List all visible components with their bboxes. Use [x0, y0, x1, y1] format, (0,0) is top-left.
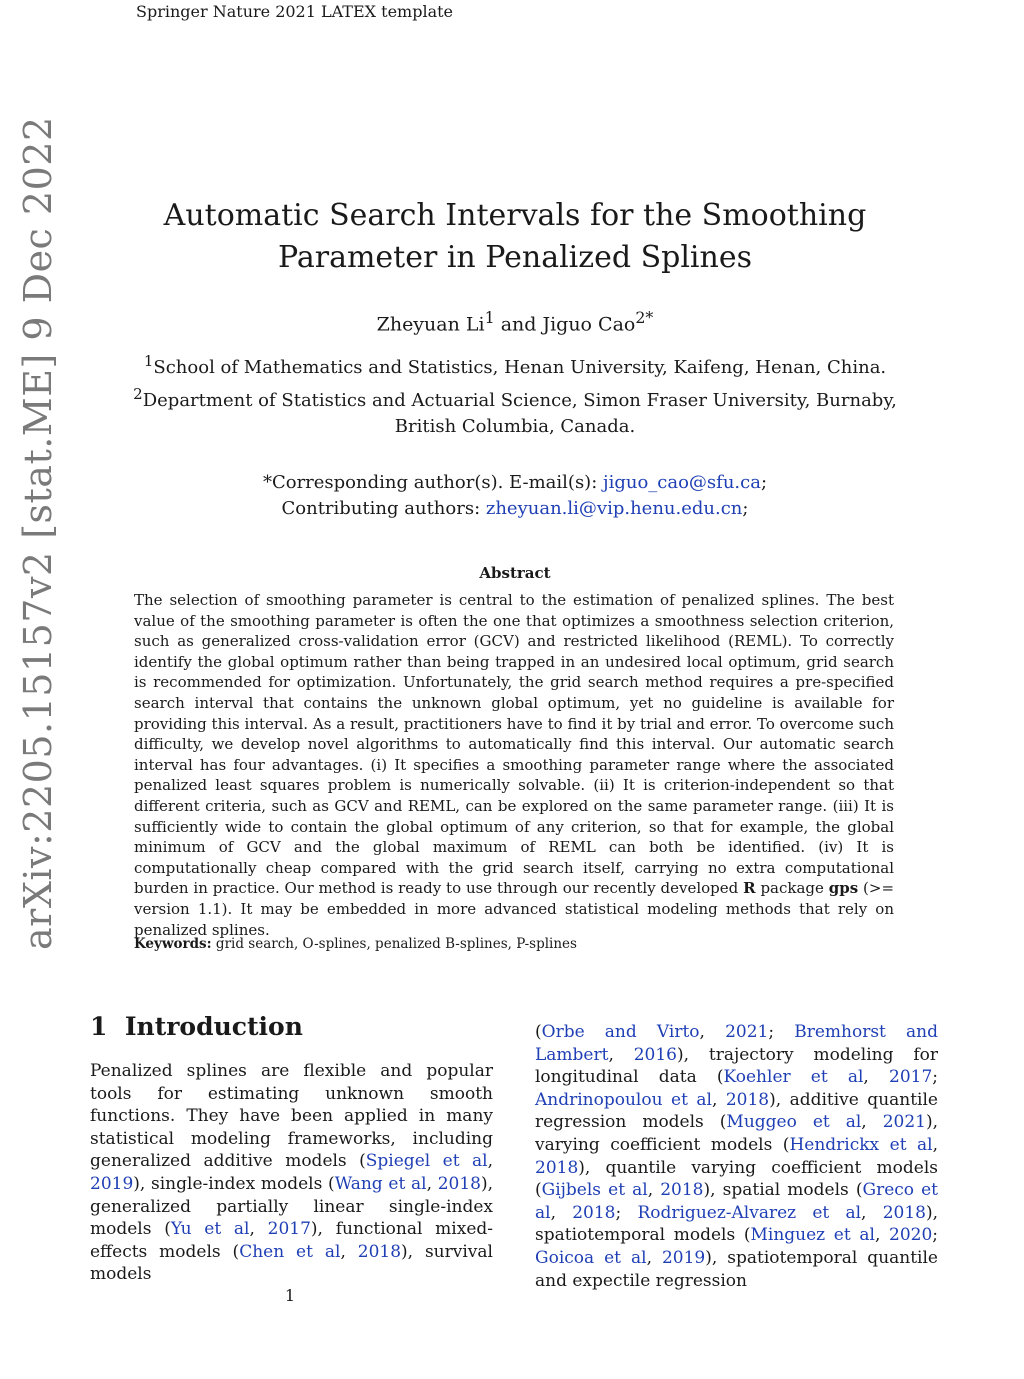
citation-link[interactable]: Wang et al	[334, 1173, 427, 1194]
citation-link[interactable]: Spiegel et al	[365, 1151, 488, 1172]
citation-link[interactable]: Hendrickx et al	[789, 1134, 933, 1155]
citation-link[interactable]: Gijbels et al	[541, 1180, 648, 1201]
corresponding-email-link[interactable]: jiguo_cao@sfu.ca	[602, 472, 761, 493]
affiliation-2: $^2$Department of Statistics and Actuarial Science, Simon Fraser University, Burnaby, British Columbia, Canada.	[133, 385, 897, 437]
citation-year-link[interactable]: 2019	[661, 1247, 706, 1268]
r-language: R	[743, 879, 756, 898]
correspondence	[100, 470, 930, 522]
running-header: Springer Nature 2021 LATEX template	[136, 2, 453, 21]
citation-link[interactable]: Yu et al	[170, 1219, 250, 1240]
gps-package: gps	[828, 879, 859, 898]
citation-year-link[interactable]: 2018	[660, 1180, 704, 1201]
contributing-authors: Contributing authors: zheyuan.li@vip.henu.edu.cn;	[281, 498, 749, 519]
author-2: Jiguo Cao	[542, 313, 636, 336]
citation-year-link[interactable]: 2020	[889, 1225, 933, 1246]
citation-year-link[interactable]: 2018	[357, 1241, 402, 1262]
affiliations	[100, 348, 930, 440]
citation-link[interactable]: Koehler et al	[723, 1067, 864, 1088]
author-2-affil: 2*	[635, 308, 654, 327]
citation-year-link[interactable]: 2017	[267, 1219, 311, 1240]
contributing-email-link[interactable]: zheyuan.li@vip.henu.edu.cn	[485, 498, 743, 519]
citation-link[interactable]: Andrinopoulou et al	[535, 1089, 712, 1110]
citation-link[interactable]: Greco et al	[535, 1180, 939, 1223]
citation-year-link[interactable]: 2018	[437, 1173, 481, 1194]
citation-year-link[interactable]: 2018	[535, 1157, 579, 1178]
citation-link[interactable]: Bremhorst and Lambert	[535, 1022, 938, 1065]
citation-link[interactable]: Minguez et al	[750, 1225, 875, 1246]
page-number: 1	[284, 1286, 296, 1305]
intro-column-left: Penalized splines are flexible and popular tools for estimating unknown smooth functions. They have been applied in many statistical modeling frameworks, including generalized additive models (Spiegel et al, 2019), single-index models (Wang et al, 2018), generalized partially linear single-index models (Yu et al, 2017), functional mixed-effects models (Chen et al, 2018), survival models	[90, 1061, 494, 1285]
keywords: Keywords: grid search, O-splines, penalized B-splines, P-splines	[134, 936, 577, 952]
citation-year-link[interactable]: 2018	[572, 1202, 616, 1223]
affiliation-1: $^1$School of Mathematics and Statistics, Henan University, Kaifeng, Henan, China.	[143, 352, 887, 378]
arxiv-watermark: arXiv:2205.15157v2 [stat.ME] 9 Dec 2022	[16, 116, 60, 950]
author-1-affil: 1	[484, 308, 495, 327]
author-line	[100, 308, 930, 335]
citation-link[interactable]: Chen et al	[239, 1241, 341, 1262]
abstract-body: The selection of smoothing parameter is central to the estimation of penalized splines. The best value of the smoothing parameter is often the one that optimizes a smoothness selection criterion, such as generalized cross-validation error (GCV) and restricted likelihood (REML). To correctly identify the global optimum rather than being trapped in an undesired local optimum, grid search is recommended for optimization. Unfortunately, the grid search method requires a pre-specified search interval that contains the unknown global optimum, yet no guideline is available for providing this interval. As a result, practitioners have to find it by trial and error. To overcome such difficulty, we develop novel algorithms to automatically find this interval. Our automatic search interval has four advantages. (i) It specifies a smoothing parameter range where the associated penalized least squares problem is numerically solvable. (ii) It is criterion-independent so that different criteria, such as GCV and REML, can be explored on the same parameter range. (iii) It is sufficiently wide to contain the global optimum of any criterion, so that for example, the global minimum of GCV and the global maximum of REML can both be identified. (iv) It is computationally cheap compared with the grid search itself, carrying no extra computational burden in practice. Our method is ready to use through our recently developed R package gps (>= version 1.1). It may be embedded in more advanced statistical modeling methods that rely on penalized splines.	[134, 591, 895, 939]
author-1: Zheyuan Li	[376, 313, 485, 336]
paper-title: Automatic Search Intervals for the Smoothing Parameter in Penalized Splines	[163, 198, 867, 275]
citation-year-link[interactable]: 2018	[725, 1089, 770, 1110]
author-and: and	[494, 313, 543, 336]
citation-year-link[interactable]: 2019	[90, 1173, 134, 1194]
citation-link[interactable]: Muggeo et al	[726, 1112, 862, 1133]
citation-year-link[interactable]: 2021	[882, 1112, 926, 1133]
citation-link[interactable]: Rodriguez-Alvarez et al	[637, 1202, 862, 1223]
corresponding-author: *Corresponding author(s). E-mail(s): jiguo_cao@sfu.ca;	[262, 472, 768, 493]
citation-year-link[interactable]: 2018	[882, 1202, 926, 1223]
abstract-heading: Abstract	[479, 564, 551, 582]
citation-year-link[interactable]: 2016	[633, 1044, 677, 1065]
section-heading: 1 Introduction	[90, 1012, 303, 1041]
citation-year-link[interactable]: 2021	[725, 1022, 769, 1042]
citation-link[interactable]: Goicoa et al	[535, 1247, 647, 1268]
intro-column-right: (Orbe and Virto, 2021; Bremhorst and Lambert, 2016), trajectory modeling for longitudinal data (Koehler et al, 2017; Andrinopoulou et al, 2018), additive quantile regression models (Muggeo et al, 2021), varying coefficient models (Hendrickx et al, 2018), quantile varying coefficient models (Gijbels et al, 2018), spatial models (Greco et al, 2018; Rodriguez-Alvarez et al, 2018), spatiotemporal models (Minguez et al, 2020; Goicoa et al, 2019), spatiotemporal quantile and expectile regression	[535, 1022, 939, 1291]
citation-year-link[interactable]: 2017	[889, 1067, 933, 1088]
citation-link[interactable]: Orbe and Virto	[541, 1022, 700, 1042]
